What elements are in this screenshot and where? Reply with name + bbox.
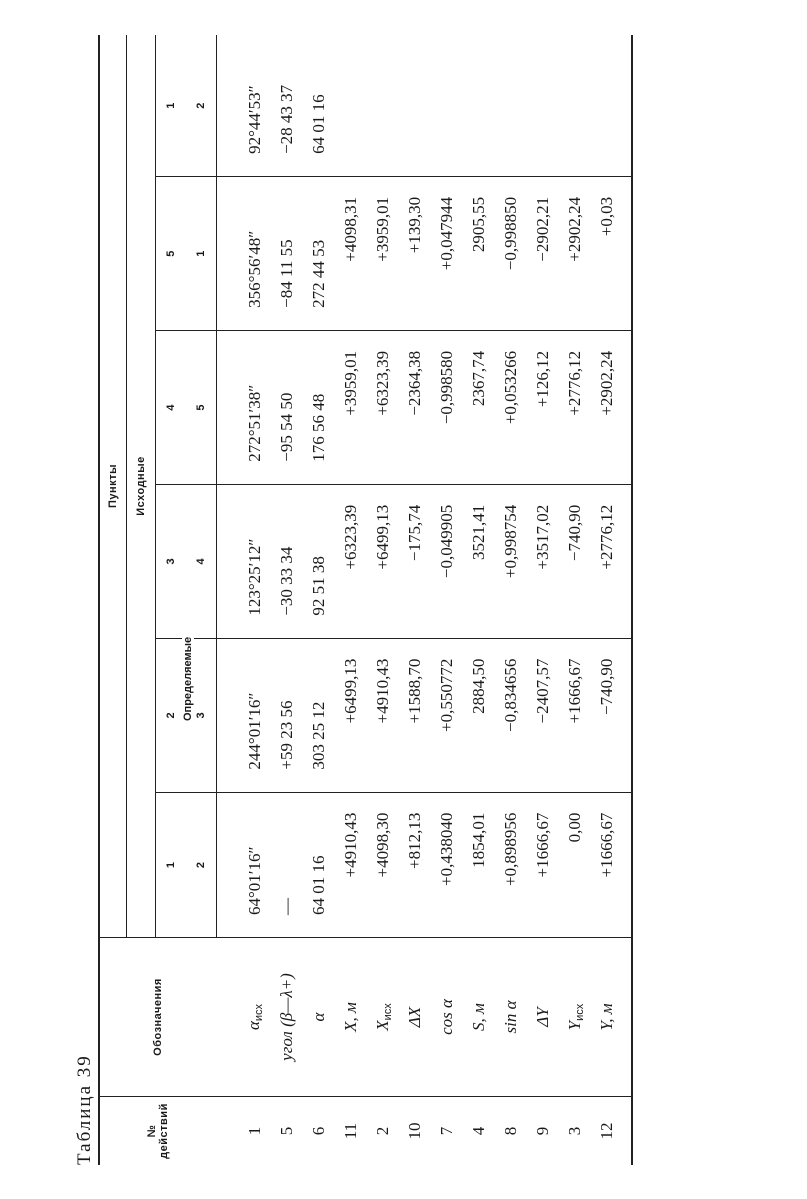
symbol-text: α (308, 1012, 328, 1021)
table-caption: Таблица 39 (73, 1053, 95, 1165)
row-symbol (527, 937, 559, 1096)
cell-value: +0,438040 (431, 792, 463, 937)
cell-value: 64 01 16 (303, 792, 335, 937)
cell-value: 2367,74 (463, 330, 495, 484)
cell-value: 1854,01 (463, 792, 495, 937)
row-number: 7 (431, 1096, 463, 1165)
header-determined: Определяемые (182, 632, 194, 724)
cell-value: 64 01 16 (308, 93, 328, 154)
cell-value (399, 35, 431, 176)
cell-value: 92°44′53″ (244, 84, 264, 154)
cell-value: +3517,02 (527, 484, 559, 638)
cell-value: −30 33 34 (271, 484, 303, 638)
row-number: 8 (495, 1096, 527, 1165)
table-row (399, 35, 431, 1165)
table-row (527, 35, 559, 1165)
table-row (559, 35, 591, 1165)
cell-value: −28 43 37 (276, 84, 296, 154)
cell-value: +1666,67 (591, 792, 632, 937)
header-source: Исходные (126, 35, 155, 938)
row-symbol (463, 937, 495, 1096)
cell-value: 2905,55 (463, 176, 495, 330)
symbol-subscript: исх (573, 1003, 585, 1021)
cell-value: 244°01′16″ (216, 638, 271, 792)
coordinates-table (98, 35, 633, 1165)
symbol-subscript: исх (252, 1003, 265, 1021)
cell-value: +1588,70 (399, 638, 431, 792)
row-number: 6 (303, 1096, 335, 1165)
row-symbol (431, 937, 463, 1096)
cell-value (431, 35, 463, 176)
row-number: 5 (271, 1096, 303, 1165)
cell-value: −2902,21 (527, 176, 559, 330)
header-points: Пункты (99, 35, 127, 938)
cell-value: +126,12 (527, 330, 559, 484)
table-row (463, 35, 495, 1165)
row-symbol (335, 937, 367, 1096)
cell-value: +812,13 (399, 792, 431, 937)
cell-value: +6323,39 (367, 330, 399, 484)
cell-value: +0,053266 (495, 330, 527, 484)
table-row (271, 35, 303, 1165)
row-symbol (303, 937, 335, 1096)
cell-value: +3959,01 (335, 330, 367, 484)
cell-value: +0,998754 (495, 484, 527, 638)
symbol-text: X, м (340, 1001, 360, 1032)
row-symbol (591, 937, 632, 1096)
cell-value: +2902,24 (559, 176, 591, 330)
cell-value: −740,90 (591, 638, 632, 792)
row-symbol (271, 937, 303, 1096)
cell-value: 176 56 48 (303, 330, 335, 484)
determined-point: 2 (186, 792, 217, 937)
cell-value: 356°56′48″ (216, 176, 271, 330)
cell-value: 92 51 38 (303, 484, 335, 638)
cell-value: +3959,01 (367, 176, 399, 330)
cell-value: −0,049905 (431, 484, 463, 638)
table-body (216, 35, 632, 1165)
row-symbol (216, 937, 271, 1096)
cell-value: +0,047944 (431, 176, 463, 330)
cell-value: −95 54 50 (271, 330, 303, 484)
cell-value: +2776,12 (591, 484, 632, 638)
cell-value: −175,74 (399, 484, 431, 638)
source-point: 4 (155, 330, 186, 484)
cell-value: +4910,43 (335, 792, 367, 937)
row-number: 11 (335, 1096, 367, 1165)
cell-value: +2902,24 (591, 330, 632, 484)
cell-value (559, 35, 591, 176)
cell-value: — (271, 792, 303, 937)
cell-value: +4910,43 (367, 638, 399, 792)
cell-value: −2407,57 (527, 638, 559, 792)
symbol-text: S, м (468, 1002, 488, 1031)
symbol-text: ΔX (404, 1006, 424, 1027)
symbol-text: X (372, 1019, 391, 1031)
cell-value (495, 35, 527, 176)
row-number: 3 (559, 1096, 591, 1165)
cell-value: −84 11 55 (271, 176, 303, 330)
determined-point: 4 (186, 484, 217, 638)
row-symbol (559, 937, 591, 1096)
cell-value: +4098,31 (335, 176, 367, 330)
cell-value: −0,998850 (495, 176, 527, 330)
cell-value (335, 35, 367, 176)
cell-value: 3521,41 (463, 484, 495, 638)
symbol-text: Y (564, 1020, 583, 1030)
source-point: 5 (155, 176, 186, 330)
source-point: 2 (155, 638, 186, 792)
table-row (591, 35, 632, 1165)
symbol-text: ΔY (532, 1006, 552, 1027)
row-number: 2 (367, 1096, 399, 1165)
cell-value (367, 35, 399, 176)
determined-point: 2 (186, 35, 217, 176)
cell-value: +1666,67 (559, 638, 591, 792)
source-point: 3 (155, 484, 186, 638)
table-header (99, 35, 217, 1165)
cell-value: −0,834656 (495, 638, 527, 792)
cell-value (591, 35, 632, 176)
cell-value: +6499,13 (367, 484, 399, 638)
symbol-text: α (243, 1020, 263, 1030)
header-number: № действий (99, 1096, 217, 1165)
symbol-text: sin α (500, 1000, 520, 1034)
cell-value: −2364,38 (399, 330, 431, 484)
table-row (216, 35, 271, 1165)
cell-value (463, 35, 495, 176)
row-number: 10 (399, 1096, 431, 1165)
table-row (495, 35, 527, 1165)
cell-value: +0,03 (591, 176, 632, 330)
source-point: 1 (164, 101, 177, 109)
header-symbol: Обозначения (99, 937, 217, 1096)
cell-value: −740,90 (559, 484, 591, 638)
cell-value: +4098,30 (367, 792, 399, 937)
table-row (367, 35, 399, 1165)
determined-point: 5 (186, 330, 217, 484)
row-symbol (399, 937, 431, 1096)
table-row (335, 35, 367, 1165)
table-row (303, 35, 335, 1165)
symbol-subscript: исх (381, 1002, 393, 1020)
cell-value: 303 25 12 (303, 638, 335, 792)
cell-value: +139,30 (399, 176, 431, 330)
determined-point: 3 (186, 638, 217, 792)
cell-value: 2884,50 (463, 638, 495, 792)
cell-value: 272 44 53 (303, 176, 335, 330)
cell-value: −0,998580 (431, 330, 463, 484)
row-number: 4 (463, 1096, 495, 1165)
cell-value: +0,898956 (495, 792, 527, 937)
cell-value (527, 35, 559, 176)
cell-value: 123°25′12″ (216, 484, 271, 638)
cell-value: +2776,12 (559, 330, 591, 484)
row-number: 1 (216, 1096, 271, 1165)
symbol-text: угол (β—λ+) (276, 972, 296, 1061)
cell-value: +6323,39 (335, 484, 367, 638)
row-symbol (495, 937, 527, 1096)
determined-point: 1 (186, 176, 217, 330)
row-number: 9 (527, 1096, 559, 1165)
cell-value: +1666,67 (527, 792, 559, 937)
rotated-content (54, 35, 754, 1165)
table-row (431, 35, 463, 1165)
symbol-text: Y, м (596, 1002, 616, 1031)
cell-value: +0,550772 (431, 638, 463, 792)
cell-value: 64°01′16″ (216, 792, 271, 937)
row-symbol (367, 937, 399, 1096)
cell-value: +59 23 56 (271, 638, 303, 792)
cell-value: 0,00 (559, 792, 591, 937)
symbol-text: cos α (436, 998, 456, 1035)
source-point: 1 (155, 792, 186, 937)
row-number: 12 (591, 1096, 632, 1165)
cell-value: 272°51′38″ (216, 330, 271, 484)
cell-value: +6499,13 (335, 638, 367, 792)
